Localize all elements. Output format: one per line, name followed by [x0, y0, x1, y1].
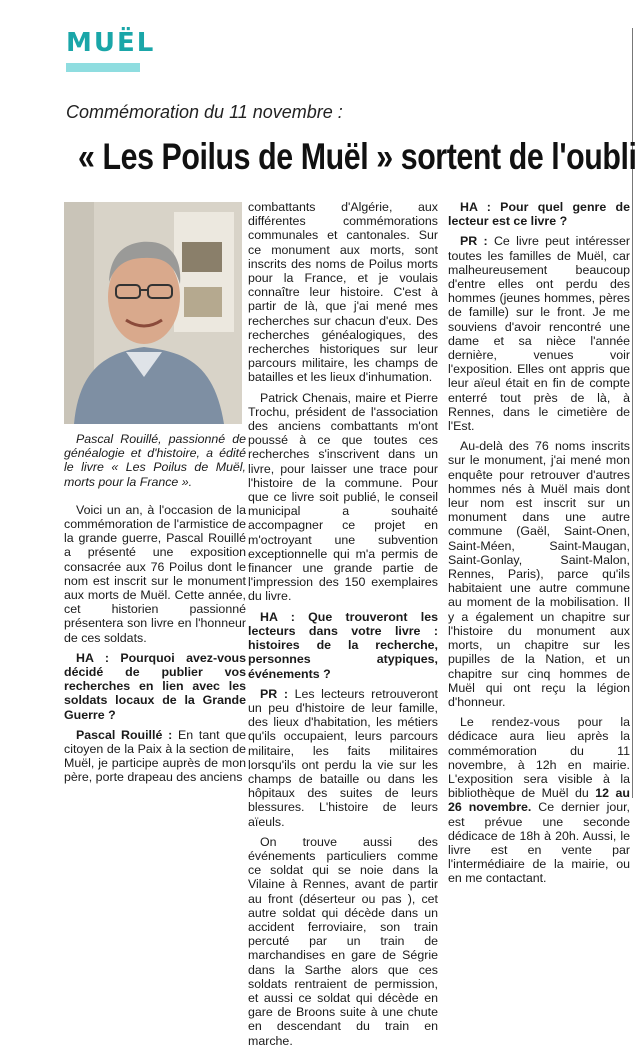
article-headline: « Les Poilus de Muël » sortent de l'oubli [78, 136, 637, 177]
section-underline [66, 63, 140, 72]
answer-2 [248, 687, 438, 829]
answer-text: En tant que citoyen de la Paix à la section de Muël, je participe auprès de mon père, porte drapeau des anciens [64, 727, 246, 785]
section-title: MUËL [66, 28, 156, 58]
answer-3 [448, 234, 630, 433]
question-2: HA : Que trouveront les lecteurs dans votre livre : histoires de la recherche, personnes atypiques, événements ? [248, 609, 438, 681]
question-1: HA : Pourquoi avez-vous décidé de publier vos recherches en lien avec les soldats locaux de la Grande Guerre ? [64, 650, 246, 722]
answer-text: Les lecteurs retrouveront un peu d'histoire de leur famille, des lieux d'habitation, les métiers qu'ils occupaient, leurs parcours militaire, les faits militaires lorsqu'ils ont perdu la vie sur les champs de bataille ou dans les hôpitaux des suites de leurs blessures. L'histoire de leurs aïeuls. [248, 686, 438, 829]
exhibition-dates: 12 au 26 novembre. [448, 786, 630, 815]
question-3: HA : Pour quel genre de lecteur est ce livre ? [448, 200, 630, 229]
answer-2-paragraph-2: On trouve aussi des événements particuliers comme ce soldat qui se noie dans la Vilaine à Rennes, avant de partir au front (déserteur ou pas ), cet autre soldat qui décède dans un accident ferroviaire, son train percuté par un train de marchandises en gare de Ségrie dans la Sarthe alors que ces soldats rentraient de permission, et aussi ce soldat qui décède en gare de Broons suite à une chute en descendant du train en marche. [248, 834, 438, 1048]
closing-text-end: Ce dernier jour, est prévue une seconde dédicace de 18h à 20h. Aussi, le livre est en vente par l'intermédiaire de la mairie, ou en me contactant. [448, 800, 630, 886]
speaker-label: Pascal Rouillé : [76, 727, 173, 742]
column-3 [448, 200, 630, 892]
closing-paragraph [448, 715, 630, 885]
column-2 [248, 200, 438, 1054]
answer-3-paragraph-2: Au-delà des 76 noms inscrits sur le monument, j'ai mené mon enquête pour retrouver d'autres hommes nés à Muël mais dont leur nom est inscrit sur un monument dans une autre commune (Gaël, Saint-Onen, Saint-Méen, Saint-Maugan, Saint-Gonlay, Saint-Malon, Rennes, Paris), parce qu'ils habitaient une autre commune au moment de la mobilisation. Il y a également un chapitre sur l'histoire du monument aux morts, un chapitre sur les pupilles de la Nation, et un chapitre sur cinq hommes de Muël qui ont reçu la légion d'honneur. [448, 439, 630, 709]
column-1 [64, 432, 246, 791]
photo-caption: Pascal Rouillé, passionné de généalogie et d'histoire, a édité le livre « Les Poilus de Muël, morts pour la France ». [64, 432, 246, 489]
closing-text: Le rendez-vous pour la dédicace aura lieu après la commémoration du 11 novembre, à 12h en mairie. L'exposition sera visible à la bibliothèque de Muël du [448, 715, 630, 801]
speaker-label: PR : [260, 686, 288, 701]
answer-1-paragraph-2: Patrick Chenais, maire et Pierre Trochu, président de l'association des anciens combattants m'ont poussé à ce que toutes ces recherches s'inscrivent dans un livre, pour laisser une trace pour l'histoire de la commune. Pour que ce livre soit publié, le conseil municipal a souhaité accompagner ce projet en m'octroyant une subvention exceptionnelle qui m'a permis de financer une grande partie de l'impression des 150 exemplaires du livre. [248, 390, 438, 604]
speaker-label: PR : [460, 234, 488, 249]
answer-1 [64, 728, 246, 785]
answer-text: Ce livre peut intéresser toutes les familles de Muël, car malheureusement beaucoup d'entre elles ont perdu des hommes (jeunes hommes, pères de famille) sur le front. Je me souviens d'avoir rencontré une dame et sa nièce l'année dernière, venues voir l'exposition. Elles ont appris que leur aïeul était en fin de compte enterré tout près de là, à Rennes, dans le cimetière de l'Est. [448, 234, 630, 434]
article-kicker: Commémoration du 11 novembre : [66, 102, 343, 122]
portrait-photo [64, 202, 242, 424]
intro-paragraph: Voici un an, à l'occasion de la commémoration de l'armistice de la grande guerre, Pascal Rouillé a présenté une exposition consacrée aux 76 Poilus dont le nom est inscrit sur le monument aux morts de Muël. Cette année, cet historien passionné présentera son livre en l'honneur de ces soldats. [64, 502, 246, 645]
answer-1-continued: combattants d'Algérie, aux différentes commémorations communales et cantonales. Sur ce monument aux morts, sont inscrits des noms de Poilus morts pour la France, et je voulais connaître leur histoire. C'est à partir de là, que j'ai mené mes recherches sur chacun d'eux. Des recherches généalogiques, des recherches historiques sur leur parcours militaire, les champs de batailles et les lieux d'inhumation. [248, 200, 438, 385]
